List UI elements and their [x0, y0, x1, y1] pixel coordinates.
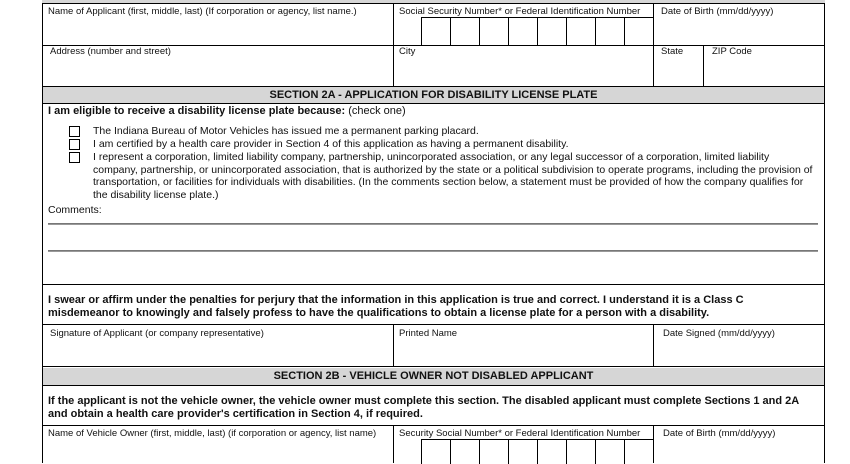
option-corporation-representative-label: I represent a corporation, limited liability company, partnership, unincorporated association, or any legal successor of a corporation, limited liability company, partnership, or unincorporated association, that is authorized by the state or a political subdivision to operate programs, including the provision of transportation, or facilities for individuals with disabilities. (In the comments section below, a statement must be provided of how the company qualifies for the disability license plate.): [93, 151, 813, 201]
option-health-care-certified-label: I am certified by a health care provider in Section 4 of this application as having a permanent disability.: [93, 138, 569, 150]
form-right-border: [824, 0, 825, 463]
owner-dob-field[interactable]: [654, 440, 824, 463]
signature-field[interactable]: [43, 340, 393, 366]
ssn-digit-box[interactable]: [566, 18, 595, 46]
ssn-digit-box[interactable]: [479, 18, 508, 46]
ssn-digit-box[interactable]: [421, 440, 450, 464]
divider: [42, 103, 825, 104]
section-2b-title: SECTION 2B - VEHICLE OWNER NOT DISABLED APPLICANT: [43, 368, 824, 385]
address-label: Address (number and street): [50, 46, 171, 57]
checkbox-permanent-placard[interactable]: [69, 126, 80, 137]
owner-name-field[interactable]: [43, 440, 393, 463]
divider: [42, 284, 825, 285]
ssn-digit-box[interactable]: [421, 18, 450, 46]
dob-label: Date of Birth (mm/dd/yyyy): [661, 6, 774, 17]
section-2b-instructions: If the applicant is not the vehicle owner, the vehicle owner must complete this section. The disabled applicant must complete Sections 1 and 2A and obtain a health care provider's certification in Section 4, if required.: [48, 395, 799, 420]
owner-name-label: Name of Vehicle Owner (first, middle, last) (if corporation or agency, list name): [48, 428, 377, 439]
ssn-digit-box[interactable]: [450, 440, 479, 464]
divider: [42, 366, 825, 367]
divider: [393, 425, 394, 463]
date-signed-label: Date Signed (mm/dd/yyyy): [663, 328, 775, 339]
divider: [42, 385, 825, 386]
address-field[interactable]: [43, 58, 393, 86]
zip-field[interactable]: [704, 58, 824, 86]
ssn-digit-box[interactable]: [479, 440, 508, 464]
printed-name-label: Printed Name: [399, 328, 458, 339]
ssn-digit-box[interactable]: [624, 440, 653, 464]
state-field[interactable]: [654, 58, 703, 86]
city-field[interactable]: [394, 58, 653, 86]
printed-name-field[interactable]: [394, 340, 653, 366]
divider: [42, 324, 825, 325]
zip-label: ZIP Code: [712, 46, 752, 57]
divider: [42, 425, 825, 426]
eligibility-statement: [48, 105, 406, 118]
ssn-digit-box[interactable]: [508, 18, 537, 46]
ssn-digit-box[interactable]: [624, 18, 653, 46]
ssn-digit-box[interactable]: [537, 18, 566, 46]
ssn-digit-box[interactable]: [450, 18, 479, 46]
section-2a-title: SECTION 2A - APPLICATION FOR DISABILITY LICENSE PLATE: [43, 87, 824, 103]
option-permanent-placard-label: The Indiana Bureau of Motor Vehicles has issued me a permanent parking placard.: [93, 125, 479, 137]
ssn-digit-box[interactable]: [508, 440, 537, 464]
owner-ssn-label: Security Social Number* or Federal Identification Number: [399, 428, 641, 439]
date-signed-field[interactable]: [654, 340, 824, 366]
ssn-digit-box[interactable]: [595, 440, 624, 464]
ssn-label: Social Security Number* or Federal Identification Number: [399, 6, 641, 17]
comments-label: Comments:: [48, 204, 102, 216]
owner-dob-label: Date of Birth (mm/dd/yyyy): [663, 428, 776, 439]
checkbox-corporation-representative[interactable]: [69, 152, 80, 163]
perjury-affirmation: I swear or affirm under the penalties for perjury that the information in this application is true and correct. I understand it is a Class C misdemeanor to knowingly and falsely profess to have the qualifications to obtain a license plate for a person with a disability.: [48, 294, 744, 319]
applicant-name-label: Name of Applicant (first, middle, last) (If corporation or agency, list name.): [48, 6, 357, 17]
ssn-input-boxes[interactable]: [421, 17, 653, 45]
eligibility-statement-bold: I am eligible to receive a disability license plate because:: [48, 105, 346, 117]
ssn-digit-box[interactable]: [595, 18, 624, 46]
comments-line: [48, 250, 818, 252]
checkbox-health-care-certified[interactable]: [69, 139, 80, 150]
ssn-digit-box[interactable]: [537, 440, 566, 464]
dob-field[interactable]: [654, 17, 824, 45]
state-label: State: [661, 46, 684, 57]
signature-label: Signature of Applicant (or company representative): [50, 328, 264, 339]
owner-ssn-input-boxes[interactable]: [421, 439, 653, 463]
ssn-digit-box[interactable]: [566, 440, 595, 464]
city-label: City: [399, 46, 416, 57]
comments-line: [48, 223, 818, 225]
eligibility-check-note: (check one): [345, 105, 406, 117]
